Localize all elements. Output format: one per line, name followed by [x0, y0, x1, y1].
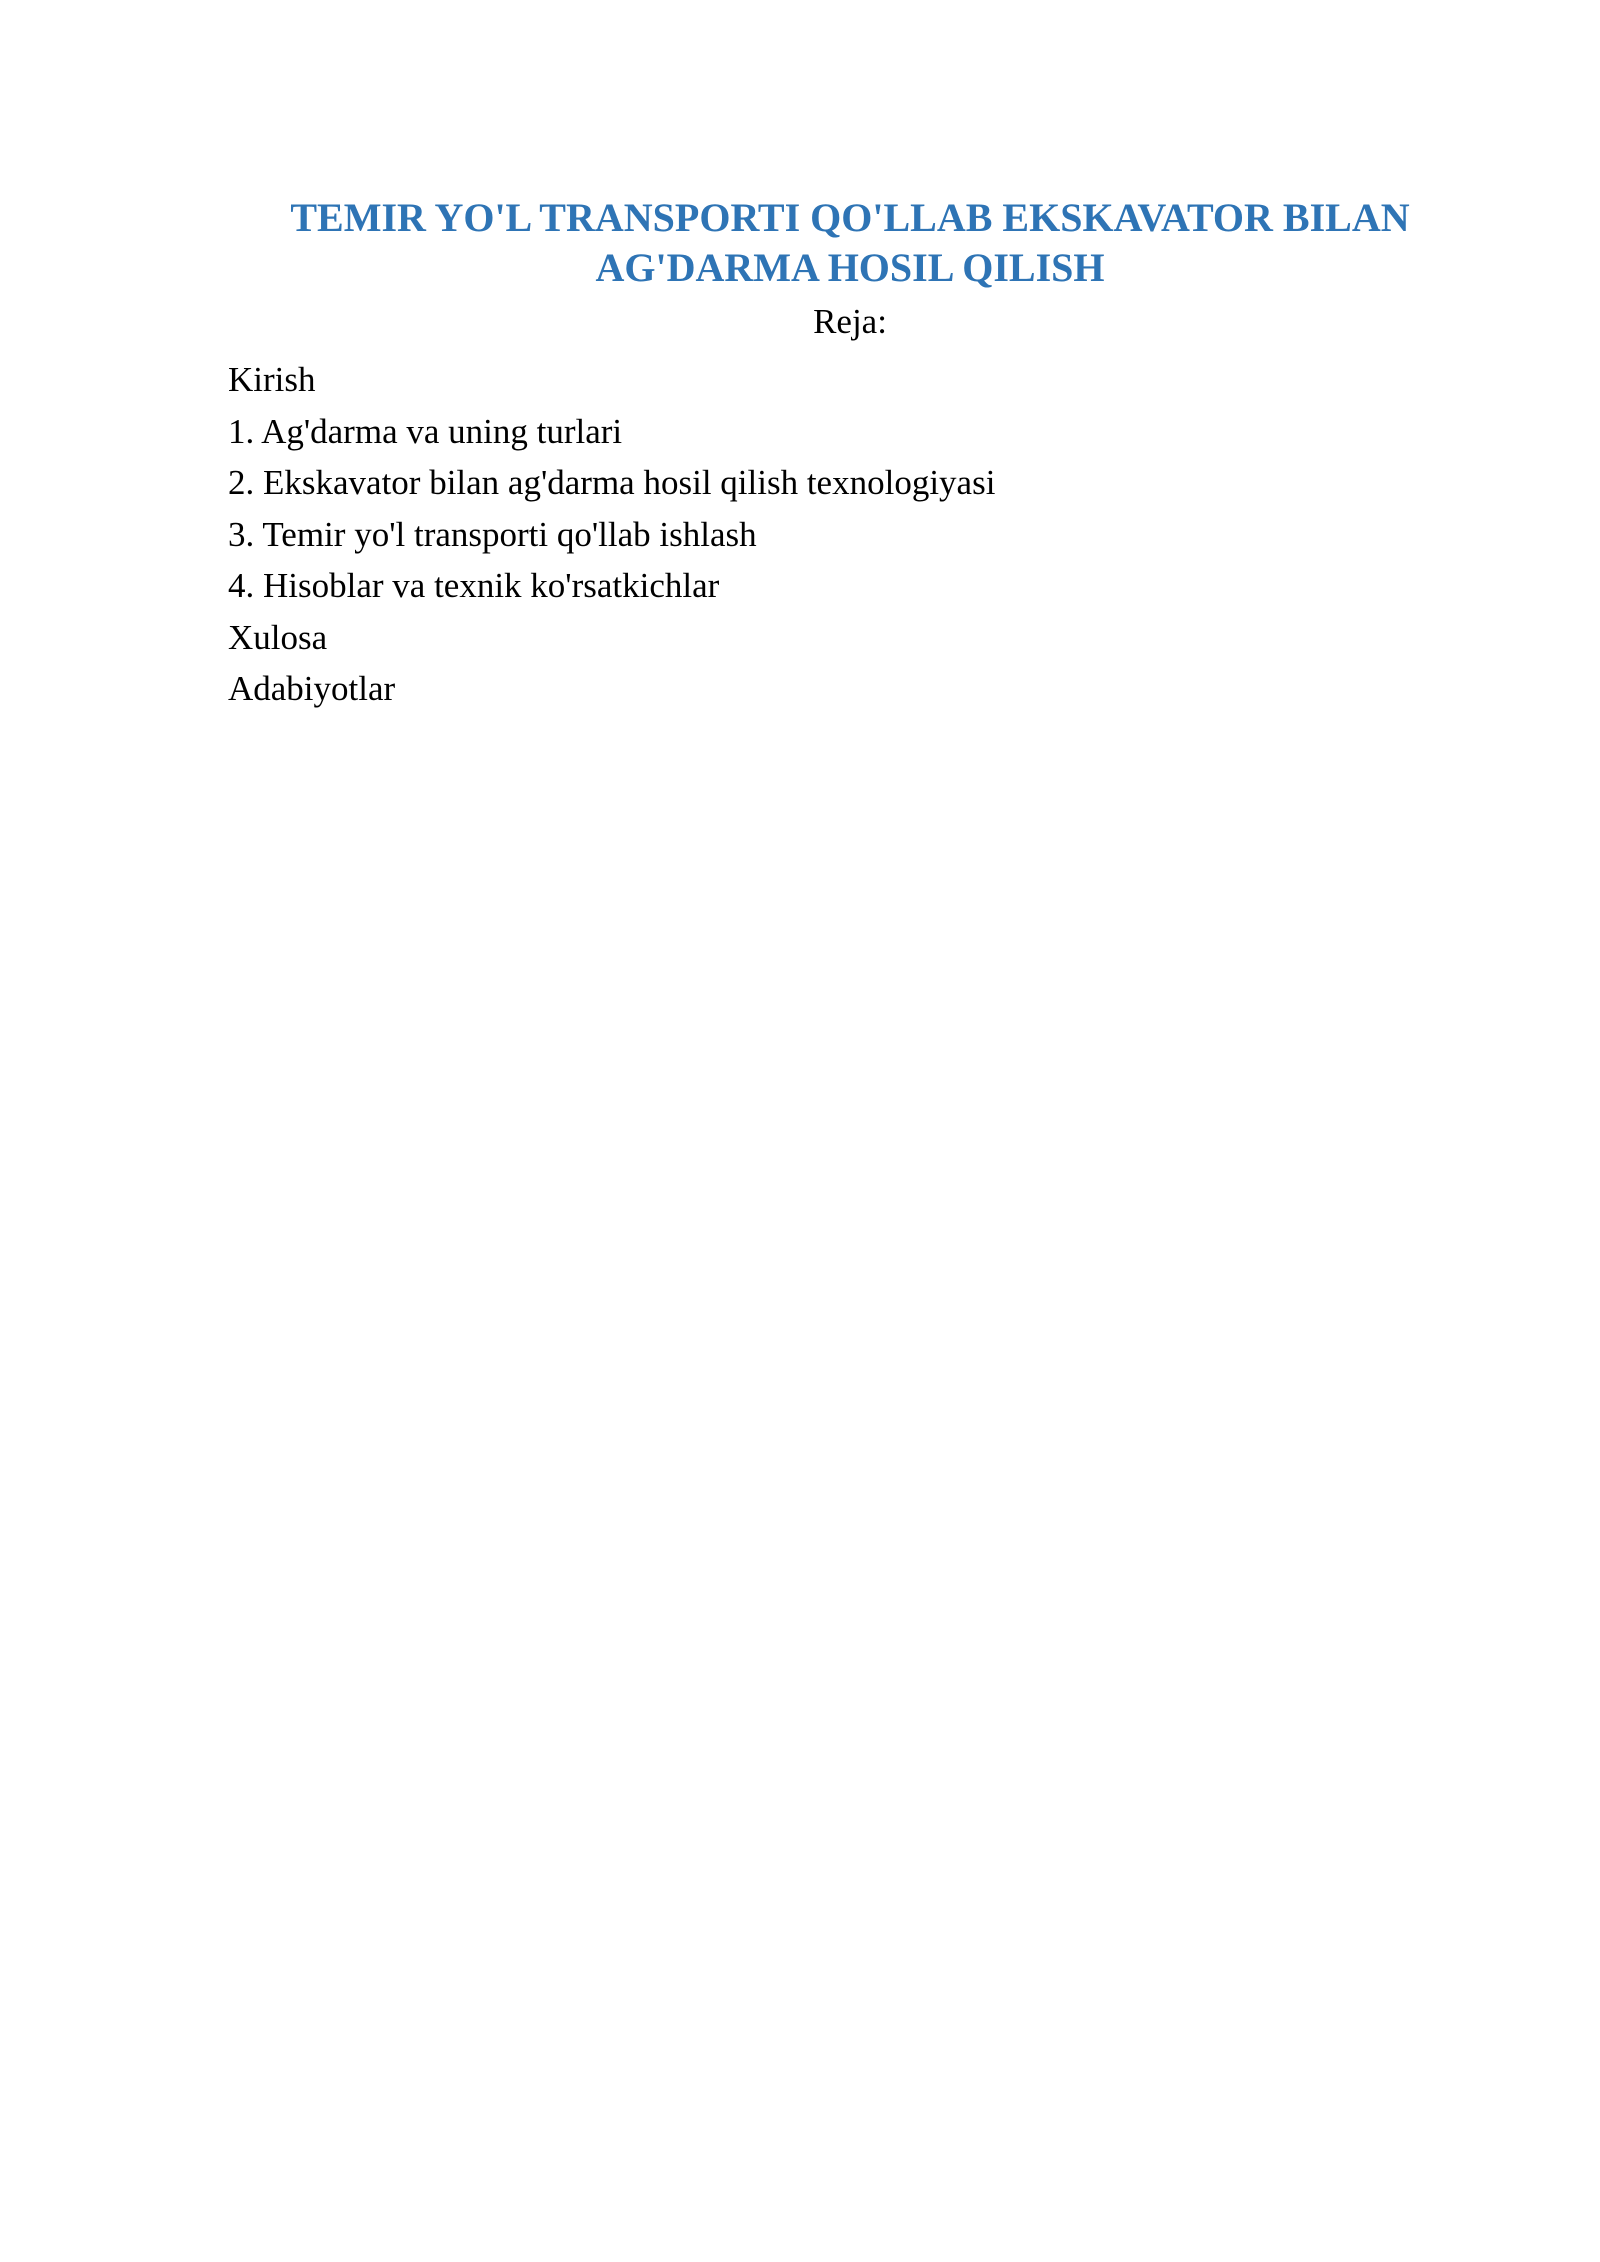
plan-item-4: 4. Hisoblar va texnik ko'rsatkichlar: [228, 566, 720, 605]
plan-list: [228, 354, 995, 715]
plan-heading: Reja:: [813, 302, 887, 341]
plan-item-2: 2. Ekskavator bilan ag'darma hosil qilish texnologiyasi: [228, 463, 996, 502]
plan-item-conclusion: Xulosa: [228, 617, 328, 657]
title-block: [228, 193, 1472, 347]
plan-item-1: 1. Ag'darma va uning turlari: [228, 411, 623, 451]
plan-item-references: Adabiyotlar: [228, 669, 396, 708]
document-title: TEMIR YO'L TRANSPORTI QO'LLAB EKSKAVATOR BILAN AG'DARMA HOSIL QILISH: [290, 195, 1410, 290]
plan-item-introduction: Kirish: [228, 360, 316, 399]
plan-item-3: 3. Temir yo'l transporti qo'llab ishlash: [228, 514, 757, 554]
